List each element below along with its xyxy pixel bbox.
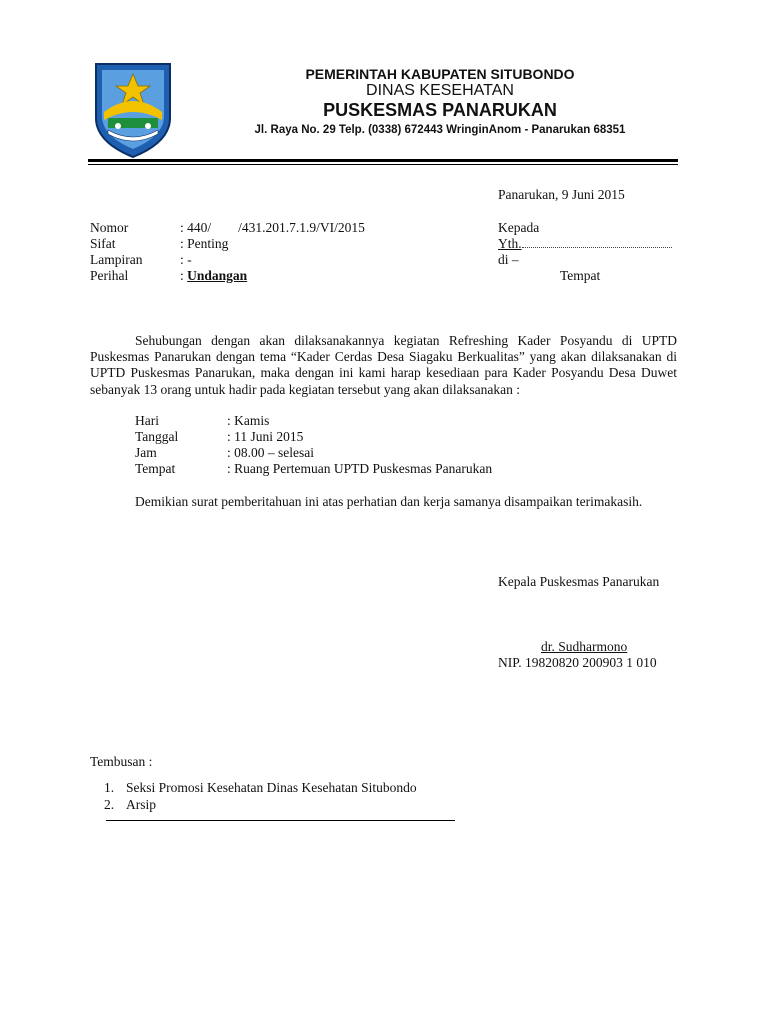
sifat-label: Sifat [90,236,116,251]
tembusan-item-1-num: 1. [104,780,115,795]
detail-hari-label: Hari [135,413,159,428]
lampiran-value: : - [180,252,192,267]
lampiran-label: Lampiran [90,252,143,267]
header-rule-thick [88,159,678,162]
sifat-value: : Penting [180,236,229,251]
signature-nip: NIP. 19820820 200903 1 010 [498,655,657,670]
nomor-value: : 440/ /431.201.7.1.9/VI/2015 [180,220,365,235]
body-paragraph-1: Sehubungan dengan akan dilaksanakannya kegiatan Refreshing Kader Posyandu di UPTD Puskesmas Panarukan dengan tema “Kader Cerdas Desa Siagaku Berkualitas” yang akan dilaksanakan di UPTD Puskesmas Panarukan, maka dengan ini kami harap kesediaan para Kader Posyandu Desa Duwet sebanyak 13 orang untuk hadir pada kegiatan tersebut yang akan dilaksanakan : [90,333,677,397]
perihal-field [180,268,247,284]
signature-title: Kepala Puskesmas Panarukan [498,574,660,589]
recipient-di: di – [498,252,519,267]
header-line-2: DINAS KESEHATAN [366,82,514,99]
recipient-kepada: Kepada [498,220,540,235]
detail-tanggal-value: : 11 Juni 2015 [227,429,304,444]
kabupaten-situbondo-emblem-icon [90,60,176,160]
signature-name: dr. Sudharmono [541,639,628,654]
detail-jam-label: Jam [135,445,157,460]
header-rule-thin [88,164,678,165]
detail-tanggal-label: Tanggal [135,429,179,444]
perihal-colon: : [180,268,188,283]
tembusan-item-2-text: Arsip [126,797,156,812]
recipient-tempat: Tempat [560,268,601,283]
tembusan-label: Tembusan : [90,754,153,769]
tembusan-underline [106,820,455,821]
perihal-label: Perihal [90,268,129,283]
recipient-dotted-line [522,237,672,248]
body-paragraph-2: Demikian surat pemberitahuan ini atas perhatian dan kerja samanya disampaikan terimakasih. [135,494,643,509]
detail-tempat-label: Tempat [135,461,176,476]
detail-jam-value: : 08.00 – selesai [227,445,314,460]
tembusan-item-1-text: Seksi Promosi Kesehatan Dinas Kesehatan Situbondo [126,780,417,795]
detail-tempat-value: : Ruang Pertemuan UPTD Puskesmas Panarukan [227,461,493,476]
header-line-3: PUSKESMAS PANARUKAN [323,100,557,120]
letter-date: Panarukan, 9 Juni 2015 [498,187,625,202]
tembusan-item-2-num: 2. [104,797,115,812]
detail-hari-value: : Kamis [227,413,270,428]
recipient-yth: Yth. [498,236,522,251]
recipient-yth-line [498,236,672,252]
perihal-value: Undangan [187,268,248,283]
nomor-label: Nomor [90,220,129,235]
header-line-1: PEMERINTAH KABUPATEN SITUBONDO [305,66,575,82]
header-address: Jl. Raya No. 29 Telp. (0338) 672443 WringinAnom - Panarukan 68351 [254,124,626,136]
